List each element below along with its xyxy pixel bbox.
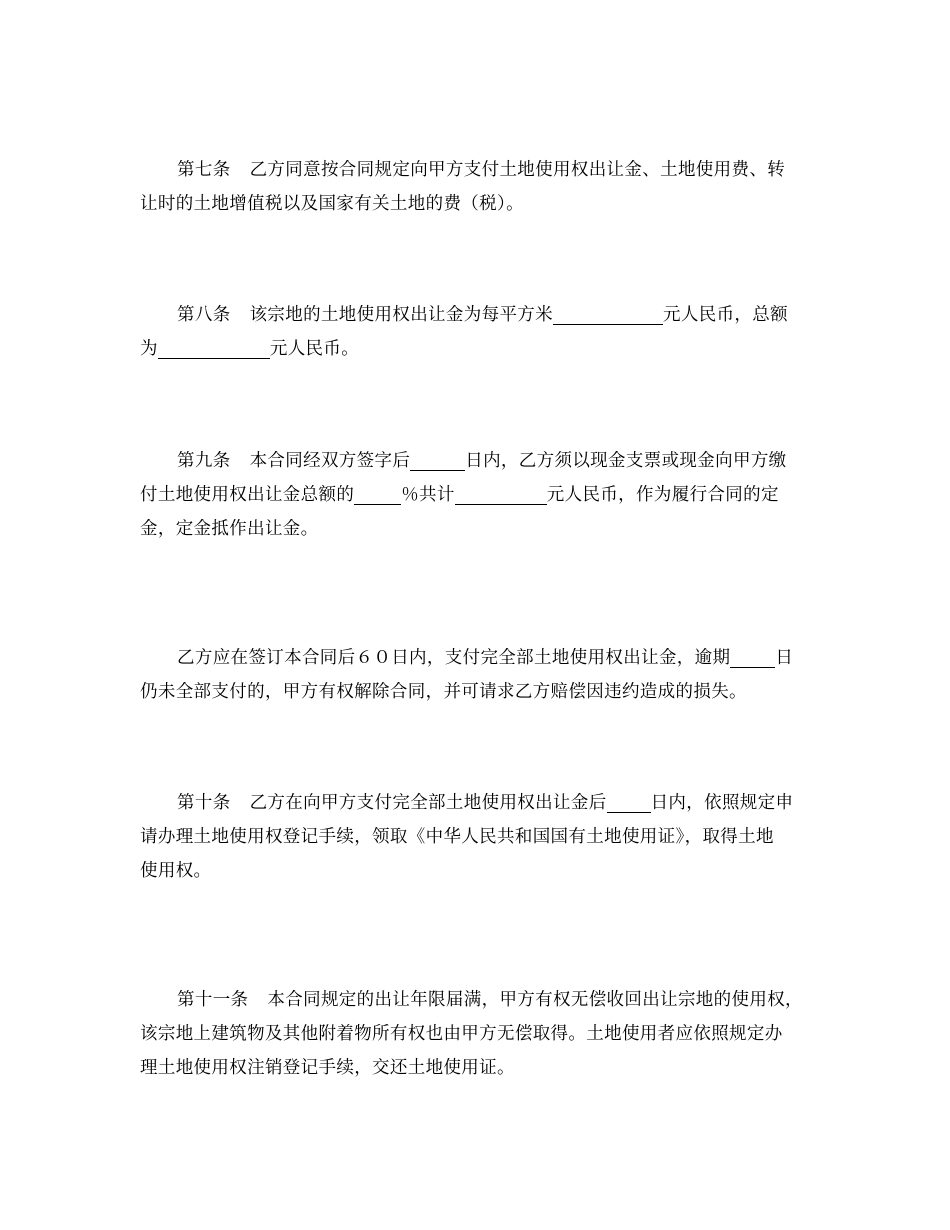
article-8-text-1a: 该宗地的土地使用权出让金为每平方米 — [249, 305, 554, 325]
total-amount-blank[interactable] — [158, 336, 270, 359]
article-10-text-1a: 乙方在向甲方支付完全部土地使用权出让金后 — [249, 793, 607, 813]
article-10-text-1b: 日内，依照规定申 — [650, 793, 794, 813]
article-10-line-3: 使用权。 — [140, 861, 212, 881]
article-11-label: 第十一条 — [177, 990, 249, 1010]
article-7 — [140, 153, 815, 221]
deposit-percent-blank[interactable] — [354, 482, 401, 505]
article-11-line-2: 该宗地上建筑物及其他附着物所有权也由甲方无偿取得。土地使用者应依照规定办 — [140, 1024, 783, 1044]
article-11-line-3: 理土地使用权注销登记手续，交还土地使用证。 — [140, 1058, 515, 1078]
article-8 — [140, 298, 815, 366]
payment-clause-text-1b: 日 — [775, 648, 794, 668]
article-9-text-2b: ％共计 — [401, 485, 455, 505]
article-7-text-1: 乙方同意按合同规定向甲方支付土地使用权出让金、土地使用费、转 — [249, 160, 786, 180]
article-9 — [140, 444, 815, 546]
overdue-days-blank[interactable] — [730, 645, 775, 668]
article-7-line-2: 让时的土地增值税以及国家有关土地的费（税）。 — [140, 194, 524, 214]
registration-days-blank[interactable] — [607, 790, 651, 813]
article-8-label: 第八条 — [177, 305, 231, 325]
article-9-text-1a: 本合同经双方签字后 — [249, 451, 411, 471]
payment-clause-line-1 — [140, 641, 815, 675]
article-9-text-2c: 元人民币，作为履行合同的定 — [546, 485, 779, 505]
payment-clause-line-2: 仍未全部支付的，甲方有权解除合同，并可请求乙方赔偿因违约造成的损失。 — [140, 682, 747, 702]
article-7-line-1 — [140, 153, 815, 187]
payment-clause-text-1a: 乙方应在签订本合同后６０日内，支付完全部土地使用权出让金，逾期 — [177, 648, 731, 668]
article-11 — [140, 983, 815, 1085]
article-11-line-1 — [140, 983, 815, 1017]
article-8-text-1b: 元人民币，总额 — [663, 305, 788, 325]
article-9-label: 第九条 — [177, 451, 231, 471]
article-9-payment-clause — [140, 641, 815, 709]
article-7-label: 第七条 — [177, 160, 231, 180]
article-10-label: 第十条 — [177, 793, 231, 813]
article-9-text-2a: 付土地使用权出让金总额的 — [140, 485, 355, 505]
article-11-text-1: 本合同规定的出让年限届满，甲方有权无偿收回出让宗地的使用权， — [267, 990, 803, 1010]
article-10 — [140, 786, 815, 888]
article-9-text-1b: 日内，乙方须以现金支票或现金向甲方缴 — [465, 451, 787, 471]
deposit-amount-blank[interactable] — [455, 482, 547, 505]
article-8-text-2a: 为 — [140, 339, 158, 359]
article-8-line-1 — [140, 298, 815, 332]
article-8-line-2 — [140, 332, 815, 366]
article-10-line-2: 请办理土地使用权登记手续，领取《中华人民共和国国有土地使用证》，取得土地 — [140, 827, 774, 847]
article-9-line-3: 金，定金抵作出让金。 — [140, 519, 319, 539]
article-10-line-1 — [140, 786, 815, 820]
article-9-line-1 — [140, 444, 815, 478]
days-after-signing-blank[interactable] — [410, 448, 465, 471]
article-8-text-2b: 元人民币。 — [269, 339, 360, 359]
price-per-sqm-blank[interactable] — [553, 302, 663, 325]
article-9-line-2 — [140, 478, 815, 512]
